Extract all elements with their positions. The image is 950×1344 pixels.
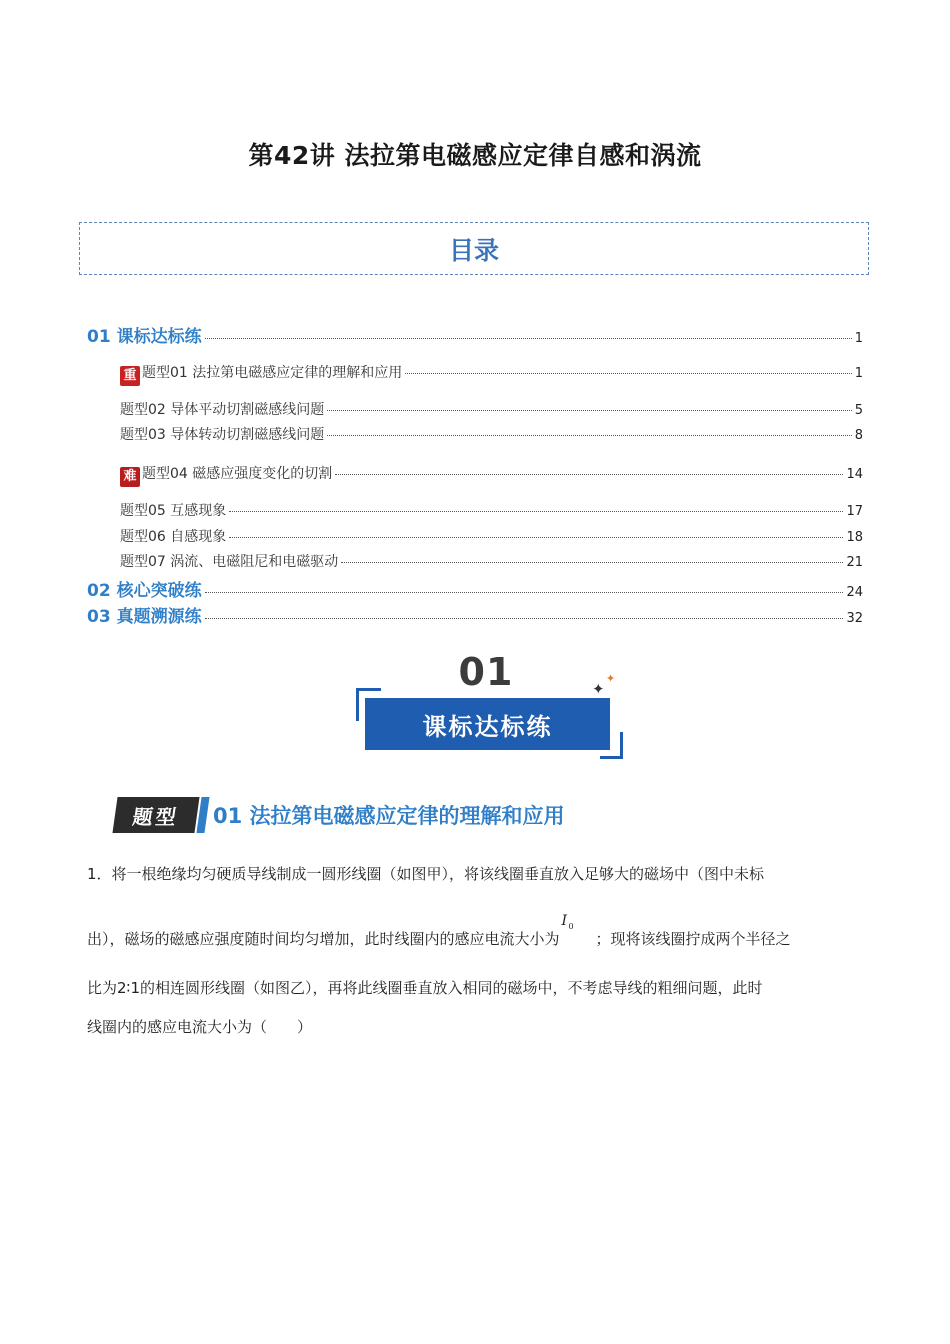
question-text: 出），磁场的磁感应强度随时间均匀增加，此时线圈内的感应电流大小为 — [87, 930, 560, 948]
toc-leader-dots — [229, 511, 843, 512]
toc-entry-02[interactable] — [0, 576, 950, 601]
toc-entry-page: 14 — [846, 467, 863, 482]
toc-entry-page: 32 — [846, 611, 863, 626]
question-text: ；现将该线圈拧成两个半径之 — [595, 930, 791, 948]
toc-leader-dots — [205, 338, 852, 339]
toc-entry-page: 18 — [846, 530, 863, 545]
toc-entry-label: 题型02 导体平动切割磁感线问题 — [120, 402, 325, 418]
toc-entry-type02[interactable] — [0, 399, 950, 419]
toc-leader-dots — [229, 537, 843, 538]
toc-entry-03[interactable] — [0, 602, 950, 627]
question-line: 1．将一根绝缘均匀硬质导线制成一圆形线圈（如图甲），将该线圈垂直放入足够大的磁场中（图中未标 — [87, 865, 765, 883]
toc-leader-dots — [405, 373, 851, 374]
toc-entry-page: 1 — [854, 366, 863, 381]
key-point-badge: 重 — [120, 366, 140, 386]
toc-leader-dots — [327, 435, 851, 436]
toc-entry-label: 01 课标达标练 — [87, 327, 202, 347]
toc-entry-01[interactable] — [0, 322, 950, 347]
page-title: 第42讲 法拉第电磁感应定律自感和涡流 — [248, 141, 702, 170]
section-banner — [356, 650, 624, 760]
sparkle-icon: ✦ — [592, 680, 605, 698]
toc-entry-label: 题型03 导体转动切割磁感线问题 — [120, 427, 325, 443]
toc-heading-box — [79, 222, 869, 275]
toc-entry-label: 题型07 涡流、电磁阻尼和电磁驱动 — [120, 554, 339, 570]
question-line: 线圈内的感应电流大小为（ ） — [87, 1018, 313, 1036]
section-number: 01 — [458, 650, 514, 694]
toc-entry-label: 题型05 互感现象 — [120, 503, 227, 519]
toc-leader-dots — [327, 410, 851, 411]
toc-entry-label: 03 真题溯源练 — [87, 607, 202, 627]
question-line — [87, 913, 791, 949]
toc-entry-page: 5 — [854, 403, 863, 418]
toc-leader-dots — [205, 618, 844, 619]
toc-leader-dots — [335, 474, 843, 475]
toc-entry-type04[interactable] — [0, 463, 950, 487]
tag-stripe — [196, 797, 209, 833]
type-tag — [112, 797, 199, 833]
toc-entry-type05[interactable] — [0, 500, 950, 520]
current-symbol: I — [561, 913, 568, 929]
toc-entry-label: 题型01 法拉第电磁感应定律的理解和应用 — [142, 365, 403, 381]
difficult-badge: 难 — [120, 467, 140, 487]
type-title: 01 法拉第电磁感应定律的理解和应用 — [213, 804, 565, 828]
toc-leader-dots — [341, 562, 843, 563]
current-subscript: 0 — [568, 922, 574, 931]
toc-entry-label: 题型06 自感现象 — [120, 529, 227, 545]
toc-entry-type03[interactable] — [0, 424, 950, 444]
toc-entry-type07[interactable] — [0, 551, 950, 571]
type-tag-label: 题型 — [131, 804, 181, 829]
toc-entry-label: 题型04 磁感应强度变化的切割 — [142, 466, 333, 482]
toc-entry-page: 17 — [846, 504, 863, 519]
toc-heading: 目录 — [448, 235, 499, 265]
toc-entry-page: 1 — [854, 331, 863, 346]
section-title: 课标达标练 — [365, 698, 610, 750]
type-heading — [115, 797, 565, 833]
toc-entry-page: 8 — [854, 428, 863, 443]
toc-entry-page: 24 — [846, 585, 863, 600]
toc-entry-label: 02 核心突破练 — [87, 581, 202, 601]
toc-entry-type01[interactable] — [0, 362, 950, 386]
question-line: 比为2∶1的相连圆形线圈（如图乙），再将此线圈垂直放入相同的磁场中，不考虑导线的粗细问题，此时 — [87, 979, 763, 997]
toc-entry-type06[interactable] — [0, 526, 950, 546]
toc-leader-dots — [205, 592, 844, 593]
sparkle-icon: ✦ — [606, 672, 616, 685]
toc-entry-page: 21 — [846, 555, 863, 570]
